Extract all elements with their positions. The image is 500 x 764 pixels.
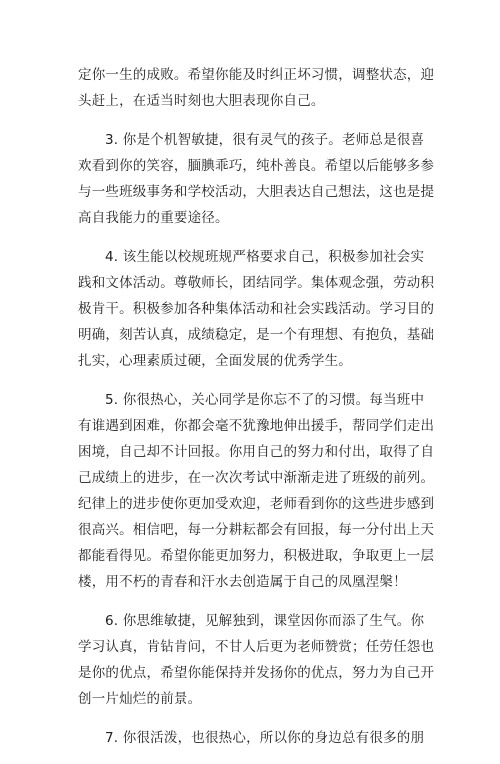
text-line: 头赶上，在适当时刻也大胆表现你自己。 bbox=[78, 93, 325, 109]
text-line: 纪律上的进步使你更加受欢迎，老师看到你的这些进步感到 bbox=[78, 496, 435, 512]
paragraph-continuation bbox=[78, 62, 435, 114]
paragraph-comment-7 bbox=[78, 725, 430, 751]
text-line: 极肯干。积极参加各种集体活动和社会实践活动。学习目的 bbox=[78, 301, 435, 317]
text-line: 己成绩上的进步，在一次次考试中渐渐走进了班级的前列。 bbox=[78, 470, 435, 486]
document-page bbox=[78, 62, 435, 764]
text-line: 有谁遇到困难，你都会毫不犹豫地伸出援手，帮同学们走出 bbox=[78, 418, 435, 434]
paragraph-comment-4 bbox=[78, 244, 435, 374]
text-line: 是你的优点，希望你能保持并发扬你的优点，努力为自己开 bbox=[78, 665, 435, 681]
text-line: 扎实，心理素质过硬，全面发展的优秀学生。 bbox=[78, 353, 352, 369]
text-line: 欢看到你的笑容，腼腆乖巧，纯朴善良。希望以后能够多参 bbox=[78, 158, 435, 174]
text-line: 明确，刻苦认真，成绩稳定，是一个有理想、有抱负，基础 bbox=[78, 327, 435, 343]
text-line: 4. 该生能以校规班规严格要求自己，积极参加社会实 bbox=[105, 249, 425, 265]
text-line: 创一片灿烂的前景。 bbox=[78, 691, 202, 707]
text-line: 7. 你很活泼，也很热心，所以你的身边总有很多的朋 bbox=[105, 730, 425, 746]
text-line: 与一些班级事务和学校活动，大胆表达自己想法，这也是提 bbox=[78, 184, 435, 200]
text-line: 5. 你很热心，关心同学是你忘不了的习惯。每当班中 bbox=[105, 392, 425, 408]
text-line: 践和文体活动。尊敬师长，团结同学。集体观念强，劳动积 bbox=[78, 275, 435, 291]
paragraph-comment-3 bbox=[78, 127, 435, 231]
text-line: 都能看得见。希望你能更加努力，积极进取，争取更上一层 bbox=[78, 548, 435, 564]
text-line: 高自我能力的重要途径。 bbox=[78, 210, 229, 226]
text-line: 楼，用不朽的青春和汗水去创造属于自己的凤凰涅槃！ bbox=[78, 574, 407, 590]
text-line: 很高兴。相信吧，每一分耕耘都会有回报，每一分付出上天 bbox=[78, 522, 435, 538]
paragraph-comment-6 bbox=[78, 608, 435, 712]
text-line: 6. 你思维敏捷，见解独到，课堂因你而添了生气。你 bbox=[105, 613, 425, 629]
text-line: 定你一生的成败。希望你能及时纠正坏习惯，调整状态，迎 bbox=[78, 67, 435, 83]
paragraph-comment-5 bbox=[78, 387, 435, 595]
text-line: 学习认真，肯钻肯问，不甘人后更为老师赞赏；任劳任怨也 bbox=[78, 639, 435, 655]
text-line: 3. 你是个机智敏捷，很有灵气的孩子。老师总是很喜 bbox=[105, 132, 425, 148]
text-line: 困境，自己却不计回报。你用自己的努力和付出，取得了自 bbox=[78, 444, 435, 460]
